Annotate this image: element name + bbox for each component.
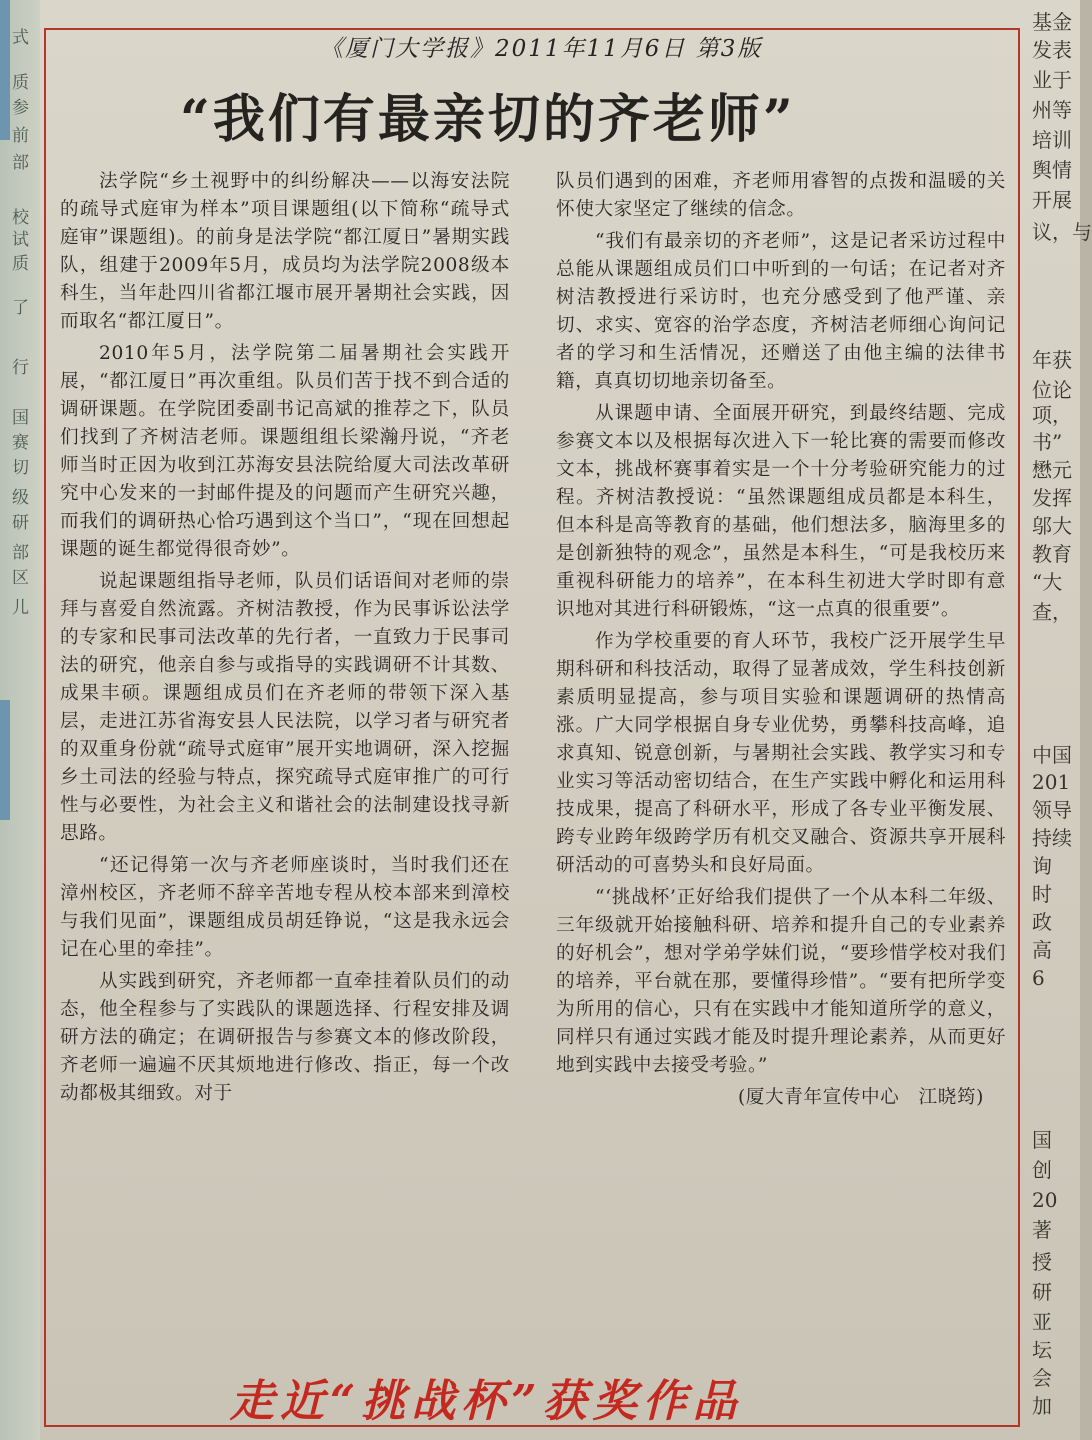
left-margin-glyph: 研	[12, 513, 29, 533]
right-margin-fragment: 中国	[1032, 743, 1072, 767]
paragraph: 从课题申请、全面展开研究，到最终结题、完成参赛文本以及根据每次进入下一轮比赛的需要而修改文本，挑战杯赛事着实是一个十分考验研究能力的过程。齐树洁教授说：“虽然课题组成员都是本科生，但本科是高等教育的基础，他们想法多，脑海里多的是创新独特的观念”，虽然是本科生，“可是我校历来重视科研能力的培养”，在本科生初进大学时即有意识地对其进行科研锻炼，“这一点真的很重要”。	[556, 403, 1006, 620]
paragraph: 作为学校重要的育人环节，我校广泛开展学生早期科研和科技活动，取得了显著成效，学生科技创新素质明显提高，参与项目实验和课题调研的热情高涨。广大同学根据自身专业优势，勇攀科技高峰，追求真知、锐意创新，与暑期社会实践、教学实习和专业实习等活动密切结合，在生产实践中孵化和运用科技成果，提高了科研水平，形成了各专业平衡发展、跨专业跨年级跨学历有机交叉融合、资源共享开展科研活动的可喜势头和良好局面。	[556, 631, 1006, 876]
right-margin-fragment: 亚	[1032, 1310, 1052, 1334]
right-margin-fragment: 高	[1032, 938, 1052, 962]
article-column-left	[60, 168, 510, 1112]
right-margin-fragment: 授	[1032, 1250, 1052, 1274]
left-margin-glyph: 行	[12, 358, 29, 378]
article-title: “我们有最亲切的齐老师”	[180, 89, 796, 150]
right-margin-fragment: 培训	[1032, 128, 1072, 152]
right-margin-fragment: 书”	[1032, 430, 1063, 454]
right-margin-fragment: 国	[1032, 1128, 1052, 1152]
left-margin-glyph: 部	[12, 543, 29, 563]
left-margin-glyph: 部	[12, 153, 29, 173]
right-margin-fragment: 著	[1032, 1218, 1052, 1242]
left-margin-glyph: 赛	[12, 433, 29, 453]
right-margin-fragment: 舆情	[1032, 158, 1072, 182]
right-margin-fragment: 开展	[1032, 188, 1072, 212]
right-margin-fragment: 邬大	[1032, 514, 1072, 538]
left-margin-glyph: 级	[12, 488, 29, 508]
paragraph: 法学院“乡土视野中的纠纷解决——以海安法院的疏导式庭审为样本”项目课题组(以下简称“疏导式庭审”课题组)。的前身是法学院“都江厦日”暑期实践队，组建于2009年5月，成员均为法学院2008级本科生，当年赴四川省都江堰市展开暑期社会实践，因而取名“都江厦日”。	[60, 171, 510, 332]
left-margin-glyph: 质	[12, 254, 29, 274]
left-margin-glyph: 前	[12, 126, 29, 146]
right-margin-fragment: 会	[1032, 1366, 1052, 1390]
right-margin-fragment: 业于	[1032, 68, 1072, 92]
right-margin-fragment: 201	[1032, 770, 1071, 794]
series-banner: 走近“挑战杯”获奖作品	[230, 1376, 743, 1427]
right-margin-fragment: 研	[1032, 1280, 1052, 1304]
right-margin-fragment: 时	[1032, 882, 1052, 906]
right-margin-fragment: 20	[1032, 1188, 1058, 1212]
left-margin-glyph: 参	[12, 98, 29, 118]
right-margin-fragment: 坛	[1032, 1338, 1052, 1362]
left-margin-glyph: 切	[12, 458, 29, 478]
right-margin-fragment: 项，	[1032, 403, 1072, 427]
right-margin-fragment: 发表	[1032, 38, 1072, 62]
paragraph: “还记得第一次与齐老师座谈时，当时我们还在漳州校区，齐老师不辞辛苦地专程从校本部来到漳校与我们见面”，课题组成员胡廷铮说，“这是我永远会记在心里的牵挂”。	[60, 855, 510, 960]
left-margin-glyph: 区	[12, 568, 29, 588]
adjacent-page-left-margin	[0, 0, 40, 1440]
paragraph: 2010年5月，法学院第二届暑期社会实践开展，“都江厦日”再次重组。队员们苦于找不到合适的调研课题。在学院团委副书记高斌的推荐之下，队员们找到了齐树洁老师。课题组组长梁瀚丹说，“齐老师当时正因为收到江苏海安县法院给厦大司法改革研究中心发来的一封邮件提及的问题而产生研究兴趣，而我们的调研热心恰巧遇到这个当口”，“现在回想起课题的诞生都觉得很奇妙”。	[60, 343, 510, 560]
left-margin-glyph: 了	[12, 298, 29, 318]
right-margin-fragment: 持续	[1032, 826, 1072, 850]
article-column-right	[556, 168, 1006, 1116]
paragraph: “我们有最亲切的齐老师”，这是记者采访过程中总能从课题组成员们口中听到的一句话；在记者对齐树洁教授进行采访时，也充分感受到了他严谨、亲切、求实、宽容的治学态度，齐树洁老师细心询问记者的学习和生活情况，还赠送了由他主编的法律书籍，真真切切地亲切备至。	[556, 231, 1006, 392]
left-margin-glyph: 儿	[12, 598, 29, 618]
right-margin-fragment: 领导	[1032, 798, 1072, 822]
left-margin-glyph: 式	[12, 28, 29, 48]
left-margin-glyph: 校	[12, 208, 29, 228]
right-margin-fragment: 政	[1032, 910, 1052, 934]
paragraph: 队员们遇到的困难，齐老师用睿智的点拨和温暖的关怀使大家坚定了继续的信念。	[556, 171, 1006, 220]
right-margin-fragment: 加	[1032, 1394, 1052, 1418]
handwritten-source-note: 《厦门大学报》2011年11月6日 第3版	[320, 36, 763, 62]
left-margin-glyph: 国	[12, 408, 29, 428]
blue-print-strip	[0, 700, 10, 820]
article-byline: (厦大青年宣传中心 江晓筠)	[737, 1087, 984, 1108]
right-margin-fragment: 查，	[1032, 600, 1072, 624]
right-margin-fragment: 懋元	[1032, 458, 1072, 482]
right-margin-fragment: 州等	[1032, 98, 1072, 122]
right-margin-fragment: “大	[1032, 570, 1063, 594]
right-margin-fragment: 发挥	[1032, 486, 1072, 510]
right-margin-fragment: 询	[1032, 854, 1052, 878]
adjacent-article-right-margin	[1020, 0, 1092, 1440]
paragraph: 从实践到研究，齐老师都一直牵挂着队员们的动态，他全程参与了实践队的课题选择、行程安排及调研方法的确定；在调研报告与参赛文本的修改阶段，齐老师一遍遍不厌其烦地进行修改、指正，每一个改动都极其细致。对于	[60, 971, 510, 1104]
right-margin-fragment: 年获	[1032, 348, 1072, 372]
left-margin-glyph: 试	[12, 230, 29, 250]
paragraph: 说起课题组指导老师，队员们话语间对老师的崇拜与喜爱自然流露。齐树洁教授，作为民事诉讼法学的专家和民事司法改革的先行者，一直致力于民事司法的研究，他亲自参与或指导的实践调研不计其数、成果丰硕。课题组成员们在齐老师的带领下深入基层，走进江苏省海安县人民法院，以学习者与研究者的双重身份就“疏导式庭审”展开实地调研，深入挖掘乡土司法的经验与特点，探究疏导式庭审推广的可行性与必要性，为社会主义和谐社会的法制建设找寻新思路。	[60, 571, 510, 844]
blue-print-strip	[0, 0, 10, 140]
paragraph: “‘挑战杯’正好给我们提供了一个从本科二年级、三年级就开始接触科研、培养和提升自己的专业素养的好机会”，想对学弟学妹们说，“要珍惜学校对我们的培养，平台就在那，要懂得珍惜”。“要有把所学变为所用的信心，只有在实践中才能知道所学的意义，同样只有通过实践才能及时提升理论素养，从而更好地到实践中去接受考验。”	[556, 887, 1006, 1076]
right-margin-fragment: 6	[1032, 966, 1045, 990]
right-margin-fragment: 议，与	[1032, 220, 1092, 244]
right-margin-fragment: 位论	[1032, 378, 1072, 402]
right-margin-fragment: 创	[1032, 1158, 1052, 1182]
left-margin-glyph: 质	[12, 73, 29, 93]
right-margin-fragment: 基金	[1032, 10, 1072, 34]
right-margin-fragment: 教育	[1032, 542, 1072, 566]
